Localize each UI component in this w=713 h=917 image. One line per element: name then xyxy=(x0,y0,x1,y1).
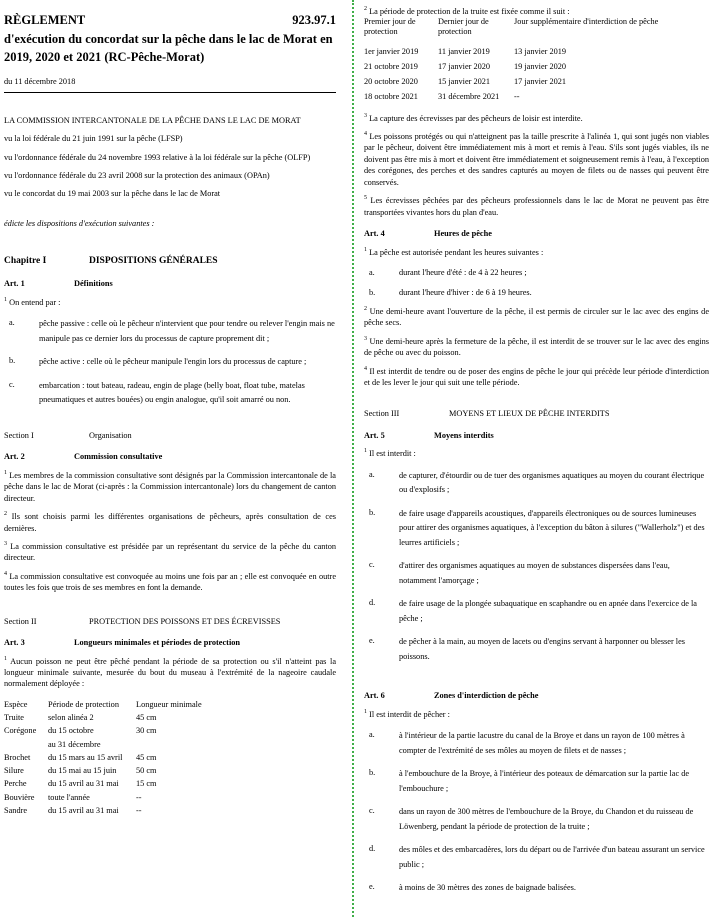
paragraph xyxy=(364,195,709,218)
item-text: dans un rayon de 300 mètres de l'embouchure de la Broye, du Chandon et du ruisseau de Löwenberg, pendant la période de protection de la truite ; xyxy=(399,807,694,831)
item-label: c. xyxy=(369,806,375,816)
table-row xyxy=(364,75,658,90)
table-cell: 50 cm xyxy=(136,766,157,776)
list-item xyxy=(364,267,709,278)
section-number: Section I xyxy=(4,430,34,440)
item-label: e. xyxy=(369,636,375,646)
table-cell: toute l'année xyxy=(48,792,90,802)
list-item xyxy=(364,843,709,872)
paragraph xyxy=(364,6,709,17)
paragraph xyxy=(364,709,709,720)
table-row xyxy=(4,804,206,817)
list-item xyxy=(364,597,709,626)
item-label: d. xyxy=(369,598,376,608)
paragraph-number: 1 xyxy=(364,709,367,716)
paragraph-number: 1 xyxy=(364,448,367,455)
column-divider xyxy=(352,0,354,917)
list-item xyxy=(364,729,709,758)
table-cell: 30 cm xyxy=(136,726,157,736)
section-heading xyxy=(4,616,336,627)
item-text: de capturer, d'étourdir ou de tuer des organismes aquatiques au moyen du courant électrique ou d'explosifs ; xyxy=(399,470,705,495)
item-label: b. xyxy=(369,288,376,298)
table-row xyxy=(364,60,658,75)
table-cell: Silure xyxy=(4,766,24,776)
paragraph-text: Ils sont choisis parmi les différentes organisations de pêcheurs, après consultation de ces dernières. xyxy=(4,512,336,533)
article-heading xyxy=(4,637,336,648)
document-number: 923.97.1 xyxy=(292,13,336,27)
paragraph-number: 2 xyxy=(364,6,367,13)
table-cell: 1er janvier 2019 xyxy=(364,46,419,56)
list-item xyxy=(4,355,336,370)
table-cell: Truite xyxy=(4,713,24,723)
item-label: c. xyxy=(369,560,375,570)
document-label: RÈGLEMENT xyxy=(4,13,86,27)
paragraph-text: La pêche est autorisée pendant les heures suivantes : xyxy=(369,247,544,257)
table-cell: selon alinéa 2 xyxy=(48,713,94,723)
paragraph-number: 1 xyxy=(4,469,7,476)
table-cell: 45 cm xyxy=(136,752,157,762)
list-item xyxy=(364,559,709,588)
table-header-row xyxy=(4,698,206,711)
item-text: de pêcher à la main, au moyen de lacets ou d'engins servant à harponner ou blesser les poissons. xyxy=(399,637,686,661)
table-cell: du 15 avril au 31 mai xyxy=(48,779,119,789)
paragraph-number: 1 xyxy=(364,246,367,253)
section-number: Section II xyxy=(4,616,37,626)
paragraph-number: 1 xyxy=(4,655,7,662)
table-cell: 15 cm xyxy=(136,779,157,789)
table-cell: du 15 octobre au 31 décembre xyxy=(48,726,101,749)
table-cell: 45 cm xyxy=(136,713,157,723)
considerant-1: vu la loi fédérale du 21 juin 1991 sur la pêche (LFSP) xyxy=(4,134,183,144)
item-label: a. xyxy=(369,469,375,479)
considerant-3: vu l'ordonnance fédérale du 23 avril 2008 sur la protection des animaux (OPAn) xyxy=(4,171,270,180)
paragraph xyxy=(4,470,336,504)
enacting-clause: édicte les dispositions d'exécution suivantes : xyxy=(4,218,155,228)
article-number: Art. 5 xyxy=(364,430,385,440)
section-number: Section III xyxy=(364,409,400,419)
article-number: Art. 1 xyxy=(4,279,25,289)
item-label: b. xyxy=(9,356,16,366)
paragraph-number: 4 xyxy=(364,131,367,138)
article-number: Art. 3 xyxy=(4,638,25,648)
item-label: e. xyxy=(369,882,375,892)
paragraph-text: Les membres de la commission consultative sont désignés par la Commission intercantonale de la pêche dans le lac de Morat (ci-après : la Commission intercantonale) lors du changement de canton directeur. xyxy=(4,470,336,503)
table-cell: 15 janvier 2021 xyxy=(438,77,491,87)
table-cell: Période de protection xyxy=(48,699,119,709)
item-text: des môles et des embarcadères, lors du départ ou de l'arrivée d'un bateau assurant un service public ; xyxy=(399,845,705,869)
item-text: embarcation : tout bateau, radeau, engin de plage (belly boat, float tube, matelas pneumatiques et autres bouées) ou engin analogue, qu'il soit amarré ou non. xyxy=(39,380,305,405)
document-title: d'exécution du concordat sur la pêche dans le lac de Morat en 2019, 2020 et 2021 (RC-Pêche-Morat) xyxy=(4,32,333,64)
paragraph-text: Les poissons protégés ou qui n'atteignent pas la taille prescrite à l'alinéa 1, qui sont jugés non viables par le pêcheur, doivent être immédiatement mis à mort et remis à l'eau. S'ils sont jugés viables, ils ne doivent pas être mis à mort et doivent être immédiatement et soigneusement remis à l'eau, à l'exception des corégones, des perches et des sandres capturés au moyen de filets ou de nasses qui peuvent être conservés. xyxy=(364,132,709,187)
list-item xyxy=(364,287,709,298)
item-label: b. xyxy=(369,768,376,778)
paragraph xyxy=(364,113,709,124)
table-cell: -- xyxy=(136,806,142,815)
paragraph-number: 3 xyxy=(364,112,367,119)
paragraph-number: 2 xyxy=(4,511,7,518)
item-label: a. xyxy=(369,267,375,277)
document-date: du 11 décembre 2018 xyxy=(4,76,336,92)
table-cell: Premier jour de protection xyxy=(364,17,416,36)
table-cell: 17 janvier 2020 xyxy=(438,61,491,71)
paragraph xyxy=(364,336,709,359)
article-heading xyxy=(364,430,709,441)
section-title: MOYENS ET LIEUX DE PÊCHE INTERDITS xyxy=(449,409,610,419)
table-row xyxy=(4,764,206,777)
list-item xyxy=(364,805,709,834)
article-title: Définitions xyxy=(74,279,113,289)
table-cell: du 15 avril au 31 mai xyxy=(48,806,119,815)
right-column xyxy=(364,0,709,917)
table-row xyxy=(364,45,658,60)
item-text: de faire usage d'appareils acoustiques, d'appareils électroniques ou de sources lumineuses pour attirer des organismes aquatiques, à l'exception du bâton à silures ("Wallerholz") et des leurres artificiels ; xyxy=(399,508,705,547)
chapter-title: DISPOSITIONS GÉNÉRALES xyxy=(89,256,218,267)
item-text: durant l'heure d'été : de 4 à 22 heures ; xyxy=(399,267,527,277)
table-cell: Espèce xyxy=(4,699,28,709)
paragraph xyxy=(364,448,709,459)
article-number: Art. 6 xyxy=(364,691,385,701)
section-title: PROTECTION DES POISSONS ET DES ÉCREVISSES xyxy=(89,616,281,626)
table-cell: Jour supplémentaire d'interdiction de pêche xyxy=(514,17,659,27)
paragraph-text: Les écrevisses pêchées par des pêcheurs professionnels dans le lac de Morat ne peuvent pas être transportées vivantes hors du plan d'eau. xyxy=(364,196,709,217)
document-header xyxy=(4,12,336,29)
paragraph-number: 4 xyxy=(364,365,367,372)
item-text: à l'intérieur de la partie lacustre du canal de la Broye et dans un rayon de 100 mètres à compter de l'extrémité de ses môles au moyen de filets et de nasses ; xyxy=(399,731,685,755)
paragraph-text: Il est interdit de tendre ou de poser des engins de pêche le jour qui précède leur période d'interdiction et de les lever le jour qui suit une telle période. xyxy=(364,366,709,387)
article-heading xyxy=(4,451,336,462)
paragraph xyxy=(4,511,336,534)
table-header-row xyxy=(364,17,658,44)
species-table xyxy=(4,698,206,817)
paragraph xyxy=(4,297,336,308)
left-column xyxy=(4,0,336,917)
item-label: b. xyxy=(369,507,376,517)
table-cell: -- xyxy=(514,92,520,102)
section-title: Organisation xyxy=(89,430,132,440)
list-item xyxy=(364,881,709,896)
paragraph-text: Une demi-heure avant l'ouverture de la pêche, il est permis de circuler sur le lac avec des engins de pêche secs. xyxy=(364,306,709,328)
table-cell: Bouvière xyxy=(4,792,35,802)
article-heading xyxy=(364,228,709,239)
list-item xyxy=(364,635,709,664)
item-label: a. xyxy=(9,318,15,328)
paragraph-number: 2 xyxy=(364,306,367,313)
table-cell: 21 octobre 2019 xyxy=(364,61,418,71)
paragraph xyxy=(4,541,336,564)
table-row xyxy=(4,751,206,764)
table-cell: 18 octobre 2021 xyxy=(364,92,418,102)
list-item xyxy=(364,469,709,498)
paragraph-number: 3 xyxy=(364,335,367,342)
list-item xyxy=(364,767,709,796)
table-cell: -- xyxy=(136,792,142,802)
paragraph-number: 3 xyxy=(4,541,7,548)
table-cell: 17 janvier 2021 xyxy=(514,77,567,87)
table-cell: 20 octobre 2020 xyxy=(364,77,418,87)
article-title: Heures de pêche xyxy=(434,229,492,239)
table-row xyxy=(4,711,206,724)
item-text: durant l'heure d'hiver : de 6 à 19 heures. xyxy=(399,288,532,298)
table-row xyxy=(364,90,658,105)
table-cell: 13 janvier 2019 xyxy=(514,46,567,56)
paragraph-text: Il est interdit de pêcher : xyxy=(369,709,450,719)
paragraph xyxy=(364,131,709,188)
table-cell: Corégone xyxy=(4,726,37,736)
paragraph-text: Aucun poisson ne peut être pêché pendant la période de sa protection ou s'il n'atteint pas la longueur minimale suivante, mesurée du bout du museau à l'extrémité de la nageoire caudale normalement déployée : xyxy=(4,656,336,689)
paragraph xyxy=(364,306,709,329)
paragraph-text: On entend par : xyxy=(9,297,61,307)
section-heading xyxy=(364,408,709,419)
item-text: d'attirer des organismes aquatiques au moyen de substances dispersées dans l'eau, notamment l'amorçage ; xyxy=(399,561,670,585)
table-row xyxy=(4,724,206,751)
article-title: Commission consultative xyxy=(74,452,163,462)
paragraph-text: La capture des écrevisses par des pêcheurs de loisir est interdite. xyxy=(369,113,583,123)
table-cell: Longueur minimale xyxy=(136,699,202,709)
item-label: c. xyxy=(9,379,15,389)
paragraph-number: 1 xyxy=(4,297,7,304)
considerant-2: vu l'ordonnance fédérale du 24 novembre 1993 relative à la loi fédérale sur la pêche (OLFP) xyxy=(4,152,311,162)
table-row xyxy=(4,777,206,790)
article-title: Zones d'interdiction de pêche xyxy=(434,691,539,701)
table-cell: 19 janvier 2020 xyxy=(514,61,567,71)
trout-table xyxy=(364,17,658,105)
item-text: à l'embouchure de la Broye, à l'intérieur des poteaux de démarcation sur la partie lac de l'embouchure ; xyxy=(399,769,690,793)
paragraph-number: 5 xyxy=(364,195,367,202)
list-item xyxy=(4,379,336,408)
paragraph-text: La période de protection de la truite est fixée comme il suit : xyxy=(369,7,570,16)
item-label: d. xyxy=(369,844,376,854)
considerant-4: vu le concordat du 19 mai 2003 sur la pêche dans le lac de Morat xyxy=(4,189,221,199)
paragraph xyxy=(4,656,336,690)
authority: LA COMMISSION INTERCANTONALE DE LA PÊCHE DANS LE LAC DE MORAT xyxy=(4,115,301,125)
article-title: Longueurs minimales et périodes de protection xyxy=(74,638,241,648)
table-cell: 31 décembre 2021 xyxy=(438,92,500,102)
paragraph-text: La commission consultative est présidée par un représentant du service de la pêche du canton directeur. xyxy=(4,541,336,563)
article-heading xyxy=(4,278,336,289)
paragraph-text: Il est interdit : xyxy=(369,449,416,459)
article-title: Moyens interdits xyxy=(434,430,494,440)
article-heading xyxy=(364,690,709,701)
article-number: Art. 2 xyxy=(4,452,25,462)
item-text: à moins de 30 mètres des zones de baignade balisées. xyxy=(399,883,576,893)
section-heading xyxy=(4,430,336,441)
paragraph-number: 4 xyxy=(4,571,7,578)
paragraph-text: Une demi-heure après la fermeture de la pêche, il est interdit de se trouver sur le lac avec des engins de pêche ou avec du poisson. xyxy=(364,336,709,358)
table-cell: Brochet xyxy=(4,752,31,762)
article-number: Art. 4 xyxy=(364,229,385,239)
table-cell: 11 janvier 2019 xyxy=(438,46,490,56)
table-cell: Perche xyxy=(4,779,27,789)
item-text: pêche active : celle où le pêcheur manipule l'engin lors du processus de capture ; xyxy=(39,357,307,367)
list-item xyxy=(4,317,336,346)
table-cell: Sandre xyxy=(4,806,28,815)
list-item xyxy=(364,507,709,551)
table-cell: Dernier jour de protection xyxy=(438,17,489,36)
table-cell: du 15 mars au 15 avril xyxy=(48,752,123,762)
item-text: pêche passive : celle où le pêcheur n'intervient que pour tendre ou relever l'engin mais ne manipule pas ce dernier lors du processus de capture proprement dit ; xyxy=(39,319,335,343)
item-label: a. xyxy=(369,730,375,740)
table-row xyxy=(4,791,206,804)
paragraph xyxy=(364,366,709,389)
paragraph-text: La commission consultative est convoquée au moins une fois par an ; elle est convoquée en outre toutes les fois que trois de ses membres en font la demande. xyxy=(4,571,336,593)
item-text: de faire usage de la plongée subaquatique en scaphandre ou en apnée dans l'exercice de la pêche ; xyxy=(399,599,697,623)
table-cell: du 15 mai au 15 juin xyxy=(48,766,117,776)
chapter-heading xyxy=(4,255,336,268)
paragraph xyxy=(364,247,709,258)
chapter-number: Chapitre I xyxy=(4,256,47,267)
paragraph xyxy=(4,571,336,594)
